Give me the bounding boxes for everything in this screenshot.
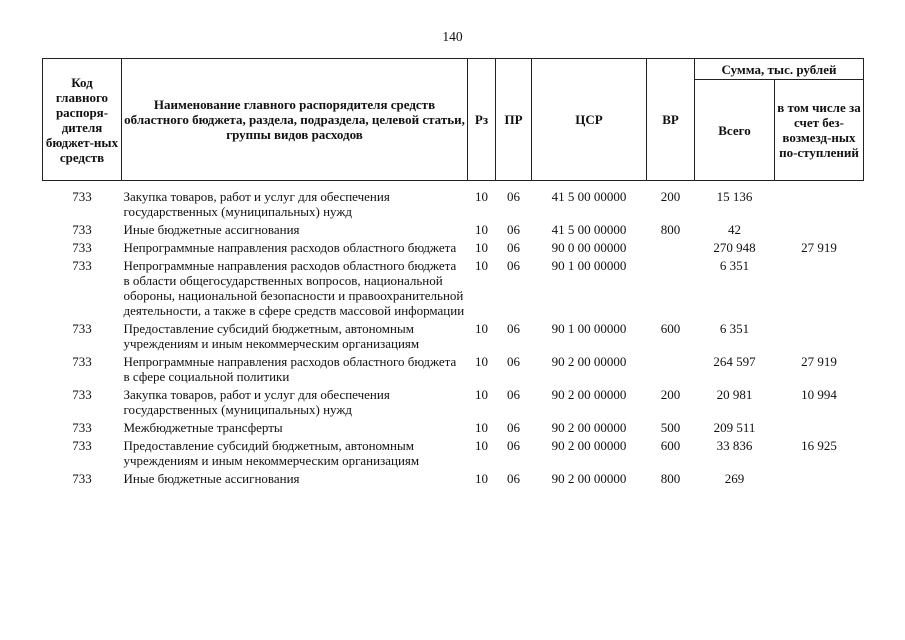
cell-name: Непрограммные направления расходов областного бюджета в сфере социальной политики bbox=[123, 354, 457, 384]
cell-code: 733 bbox=[72, 387, 92, 402]
cell-rz: 10 bbox=[475, 321, 488, 336]
cell-rz: 10 bbox=[475, 258, 488, 273]
cell-total: 264 597 bbox=[713, 354, 756, 369]
cell-code: 733 bbox=[72, 354, 92, 369]
cell-name: Предоставление субсидий бюджетным, автономным учреждениям и иным некоммерческим организациям bbox=[123, 438, 420, 468]
cell-name: Закупка товаров, работ и услуг для обеспечения государственных (муниципальных) нужд bbox=[123, 387, 390, 417]
cell-vr: 200 bbox=[660, 387, 681, 402]
header-rz: Рз bbox=[468, 59, 496, 181]
header-code: Код главного распоря-дителя бюджет-ных средств bbox=[43, 59, 122, 181]
cell-code: 733 bbox=[72, 438, 92, 453]
cell-vr: 600 bbox=[660, 321, 681, 336]
cell-gratis bbox=[775, 188, 864, 221]
cell-csr: 90 2 00 00000 bbox=[551, 438, 627, 453]
cell-vr bbox=[647, 239, 695, 257]
cell-vr: 800 bbox=[660, 471, 681, 486]
cell-code: 733 bbox=[72, 321, 92, 336]
cell-rz: 10 bbox=[475, 354, 488, 369]
cell-vr bbox=[647, 353, 695, 386]
cell-name: Непрограммные направления расходов областного бюджета bbox=[123, 240, 457, 255]
cell-code: 733 bbox=[72, 240, 92, 255]
cell-gratis: 10 994 bbox=[801, 387, 837, 402]
cell-csr: 90 2 00 00000 bbox=[551, 387, 627, 402]
cell-pr: 06 bbox=[507, 189, 520, 204]
budget-table-container bbox=[42, 58, 863, 488]
cell-total: 269 bbox=[724, 471, 745, 486]
table-row bbox=[43, 257, 864, 320]
cell-csr: 90 1 00 00000 bbox=[551, 321, 627, 336]
cell-code: 733 bbox=[72, 189, 92, 204]
cell-pr: 06 bbox=[507, 321, 520, 336]
table-row bbox=[43, 470, 864, 488]
cell-name: Предоставление субсидий бюджетным, автономным учреждениям и иным некоммерческим организациям bbox=[123, 321, 420, 351]
cell-pr: 06 bbox=[507, 240, 520, 255]
header-total: Всего bbox=[695, 80, 775, 181]
table-row bbox=[43, 353, 864, 386]
cell-rz: 10 bbox=[475, 471, 488, 486]
table-row bbox=[43, 419, 864, 437]
table-row bbox=[43, 221, 864, 239]
cell-total: 15 136 bbox=[716, 189, 753, 204]
cell-name: Закупка товаров, работ и услуг для обеспечения государственных (муниципальных) нужд bbox=[123, 189, 390, 219]
cell-total: 33 836 bbox=[716, 438, 753, 453]
cell-total: 270 948 bbox=[713, 240, 756, 255]
cell-pr: 06 bbox=[507, 222, 520, 237]
cell-rz: 10 bbox=[475, 387, 488, 402]
cell-gratis bbox=[775, 419, 864, 437]
table-body bbox=[43, 181, 864, 489]
cell-rz: 10 bbox=[475, 189, 488, 204]
budget-table bbox=[42, 58, 864, 488]
cell-gratis: 16 925 bbox=[801, 438, 837, 453]
table-row bbox=[43, 437, 864, 470]
cell-pr: 06 bbox=[507, 258, 520, 273]
cell-gratis: 27 919 bbox=[801, 240, 837, 255]
cell-vr: 500 bbox=[660, 420, 681, 435]
cell-gratis bbox=[775, 320, 864, 353]
cell-gratis bbox=[775, 470, 864, 488]
cell-gratis bbox=[775, 221, 864, 239]
cell-csr: 41 5 00 00000 bbox=[551, 189, 627, 204]
cell-csr: 90 2 00 00000 bbox=[551, 471, 627, 486]
page-number: 140 bbox=[442, 29, 463, 44]
cell-rz: 10 bbox=[475, 438, 488, 453]
cell-total: 209 511 bbox=[713, 420, 756, 435]
header-gratis: в том числе за счет без-возмезд-ных по-ступлений bbox=[775, 80, 864, 181]
cell-pr: 06 bbox=[507, 471, 520, 486]
cell-name: Иные бюджетные ассигнования bbox=[123, 471, 300, 486]
cell-total: 20 981 bbox=[716, 387, 753, 402]
cell-rz: 10 bbox=[475, 222, 488, 237]
header-vr: ВР bbox=[647, 59, 695, 181]
table-header bbox=[43, 59, 864, 181]
cell-code: 733 bbox=[72, 258, 92, 273]
cell-vr: 200 bbox=[660, 189, 681, 204]
cell-code: 733 bbox=[72, 420, 92, 435]
cell-rz: 10 bbox=[475, 420, 488, 435]
cell-vr bbox=[647, 257, 695, 320]
cell-total: 6 351 bbox=[719, 321, 750, 336]
cell-gratis bbox=[775, 257, 864, 320]
cell-total: 42 bbox=[728, 222, 741, 237]
table-row bbox=[43, 320, 864, 353]
cell-rz: 10 bbox=[475, 240, 488, 255]
table-row bbox=[43, 239, 864, 257]
cell-csr: 41 5 00 00000 bbox=[551, 222, 627, 237]
cell-csr: 90 2 00 00000 bbox=[551, 354, 627, 369]
cell-code: 733 bbox=[72, 222, 92, 237]
cell-vr: 600 bbox=[660, 438, 681, 453]
cell-pr: 06 bbox=[507, 387, 520, 402]
cell-csr: 90 2 00 00000 bbox=[551, 420, 627, 435]
header-sum: Сумма, тыс. рублей bbox=[695, 59, 864, 80]
cell-name: Иные бюджетные ассигнования bbox=[123, 222, 300, 237]
table-row bbox=[43, 386, 864, 419]
cell-name: Межбюджетные трансферты bbox=[123, 420, 283, 435]
cell-csr: 90 0 00 00000 bbox=[551, 240, 627, 255]
header-name: Наименование главного распорядителя средств областного бюджета, раздела, подраздела, целевой статьи, группы видов расходов bbox=[122, 59, 468, 181]
table-row bbox=[43, 188, 864, 221]
cell-pr: 06 bbox=[507, 420, 520, 435]
cell-csr: 90 1 00 00000 bbox=[551, 258, 627, 273]
header-pr: ПР bbox=[496, 59, 532, 181]
cell-name: Непрограммные направления расходов областного бюджета в области общегосударственных вопросов, национальной обороны, национальной безопасности и правоохранительной деятельности, а также в сфере средств массовой информации bbox=[123, 258, 465, 318]
cell-pr: 06 bbox=[507, 438, 520, 453]
cell-vr: 800 bbox=[660, 222, 681, 237]
cell-total: 6 351 bbox=[719, 258, 750, 273]
header-csr: ЦСР bbox=[532, 59, 647, 181]
cell-code: 733 bbox=[72, 471, 92, 486]
cell-gratis: 27 919 bbox=[801, 354, 837, 369]
cell-pr: 06 bbox=[507, 354, 520, 369]
